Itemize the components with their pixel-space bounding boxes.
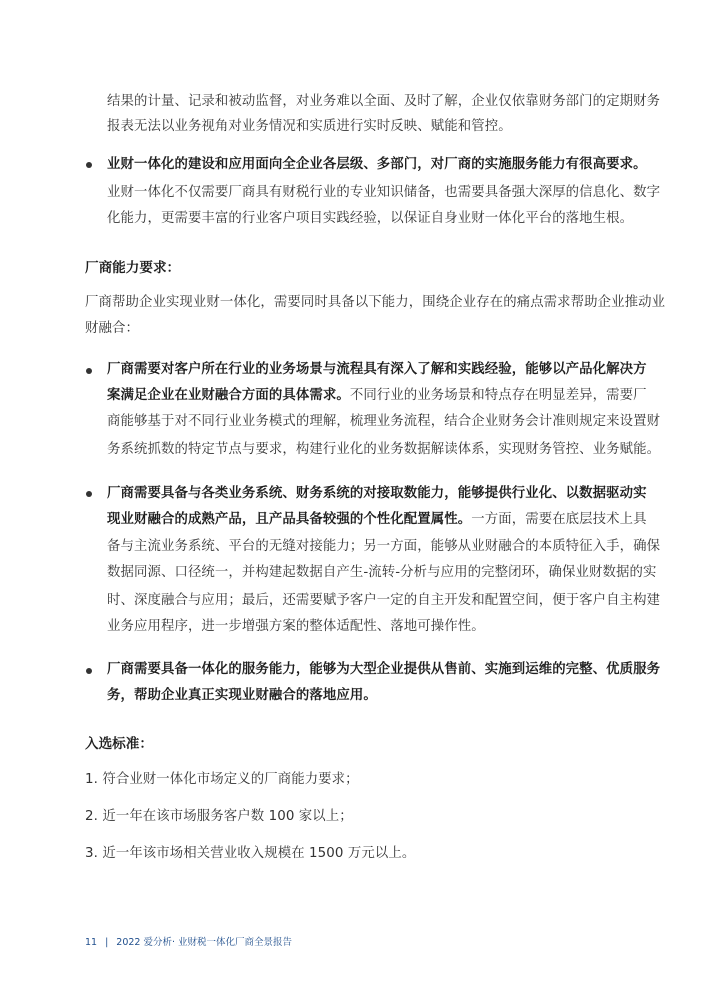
bullet-heading: 厂商需要具备一体化的服务能力，能够为大型企业提供从售前、实施到运维的完整、优质服务: [107, 662, 661, 677]
bullet-dot: [86, 491, 92, 497]
bullet-dot: [86, 368, 92, 374]
paragraph-line: [107, 511, 647, 529]
report-title: 2022 爱分析· 业财税一体化厂商全景报告: [116, 937, 293, 948]
paragraph-text: 一方面，需要在底层技术上具: [471, 512, 647, 527]
paragraph-line: 厂商帮助企业实现业财一体化，需要同时具备以下能力，围绕企业存在的痛点需求帮助企业推动业: [85, 295, 666, 310]
paragraph-line: 业财一体化不仅需要厂商具有财税行业的专业知识储备，也需要具备强大深厚的信息化、数字: [107, 185, 661, 200]
paragraph-line: 备与主流业务系统、平台的无缝对接能力；另一方面，能够从业财融合的本质特征入手，确保: [107, 539, 661, 554]
criteria-item: 1. 符合业财一体化市场定义的厂商能力要求；: [85, 772, 359, 787]
bullet-dot: [86, 162, 92, 168]
footer-separator: |: [105, 937, 109, 948]
paragraph-line: 报表无法以业务视角对业务情况和实质进行实时反映、赋能和管控。: [107, 119, 512, 134]
bullet-heading: 业财一体化的建设和应用面向全企业各层级、多部门，对厂商的实施服务能力有很高要求。: [107, 157, 647, 172]
paragraph-line: [107, 387, 647, 405]
paragraph-line: 时、深度融合与应用；最后，还需要赋予客户一定的自主开发和配置空间，便于客户自主构建: [107, 593, 661, 608]
paragraph-line: 财融合：: [85, 321, 139, 336]
paragraph-line: 商能够基于对不同行业业务模式的理解，梳理业务流程，结合企业财务会计准则规定来设置财: [107, 414, 661, 429]
bullet-heading: 务，帮助企业真正实现业财融合的落地应用。: [107, 688, 377, 703]
criteria-item: 2. 近一年在该市场服务客户数 100 家以上；: [85, 809, 353, 824]
criteria-item: 3. 近一年该市场相关营业收入规模在 1500 万元以上。: [85, 846, 416, 861]
section-heading: 厂商能力要求：: [85, 260, 181, 276]
section-heading: 入选标准：: [85, 736, 153, 752]
bullet-heading: 厂商需要具备与各类业务系统、财务系统的对接取数能力，能够提供行业化、以数据驱动实: [107, 486, 647, 501]
page-number: 11: [85, 937, 98, 948]
page-footer: [85, 934, 292, 948]
bullet-heading-tail: 现业财融合的成熟产品，且产品具备较强的个性化配置属性。: [107, 512, 472, 527]
paragraph-line: 数据同源、口径统一，并构建起数据自产生-流转-分析与应用的完整闭环，确保业财数据的实: [107, 565, 657, 580]
paragraph-line: 务系统抓数的特定节点与要求，构建行业化的业务数据解读体系，实现财务管控、业务赋能。: [107, 442, 661, 457]
paragraph-line: 结果的计量、记录和被动监督，对业务难以全面、及时了解，企业仅依靠财务部门的定期财务: [107, 94, 661, 109]
bullet-heading: 厂商需要对客户所在行业的业务场景与流程具有深入了解和实践经验，能够以产品化解决方: [107, 362, 647, 377]
paragraph-line: 化能力，更需要丰富的行业客户项目实践经验，以保证自身业财一体化平台的落地生根。: [107, 211, 634, 226]
paragraph-line: 业务应用程序，进一步增强方案的整体适配性、落地可操作性。: [107, 619, 485, 634]
bullet-dot: [86, 668, 92, 674]
bullet-heading-tail: 案满足企业在业财融合方面的具体需求。: [107, 388, 350, 403]
paragraph-text: 不同行业的业务场景和特点存在明显差异，需要厂: [349, 388, 647, 403]
